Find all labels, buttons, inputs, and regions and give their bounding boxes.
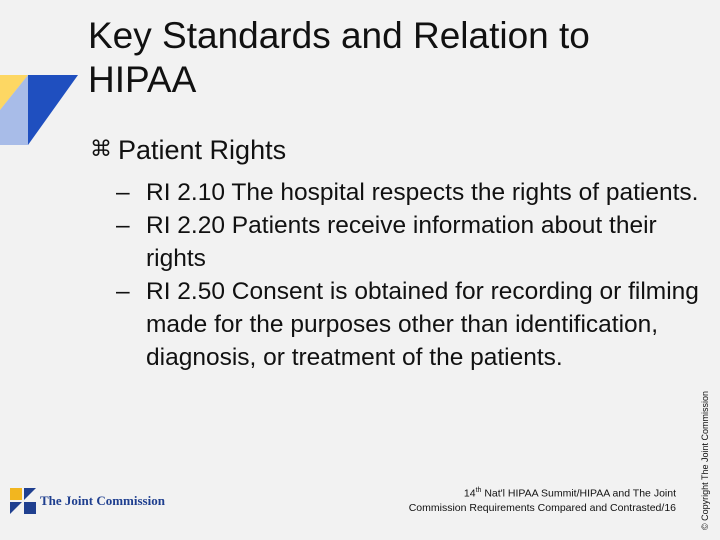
joint-commission-logo: [10, 488, 165, 514]
sub-bullet-item: [116, 275, 701, 374]
sub-bullet-item: [116, 176, 701, 209]
sub-bullet-text: RI 2.10 The hospital respects the rights of patients.: [146, 179, 699, 206]
sub-bullet-text: RI 2.20 Patients receive information about their rights: [146, 212, 657, 272]
copyright-notice: © Copyright The Joint Commission: [700, 390, 710, 530]
slide-title: Key Standards and Relation to HIPAA: [88, 15, 590, 100]
sub-bullet-text: RI 2.50 Consent is obtained for recording or filming made for the purposes other than identification, diagnosis, or treatment of the patients.: [146, 278, 699, 371]
logo-text: The Joint Commission: [40, 493, 165, 508]
logo-mark-icon: [10, 488, 36, 514]
dash-marker: –: [116, 278, 130, 305]
z-bullet-icon: ⌘: [90, 137, 112, 162]
main-bullet-label: Patient Rights: [118, 135, 287, 165]
main-bullet: [90, 132, 286, 168]
sub-bullet-item: [116, 209, 701, 275]
footer-line-1: 14th Nat'l HIPAA Summit/HIPAA and The Joint: [463, 487, 676, 500]
slide-footer: [330, 484, 676, 515]
sub-bullet-list: [116, 176, 701, 374]
dash-marker: –: [116, 212, 130, 239]
dash-marker: –: [116, 179, 130, 206]
corner-decoration: [0, 0, 90, 150]
footer-line-2: Commission Requirements Compared and Contrasted/16: [408, 501, 676, 514]
